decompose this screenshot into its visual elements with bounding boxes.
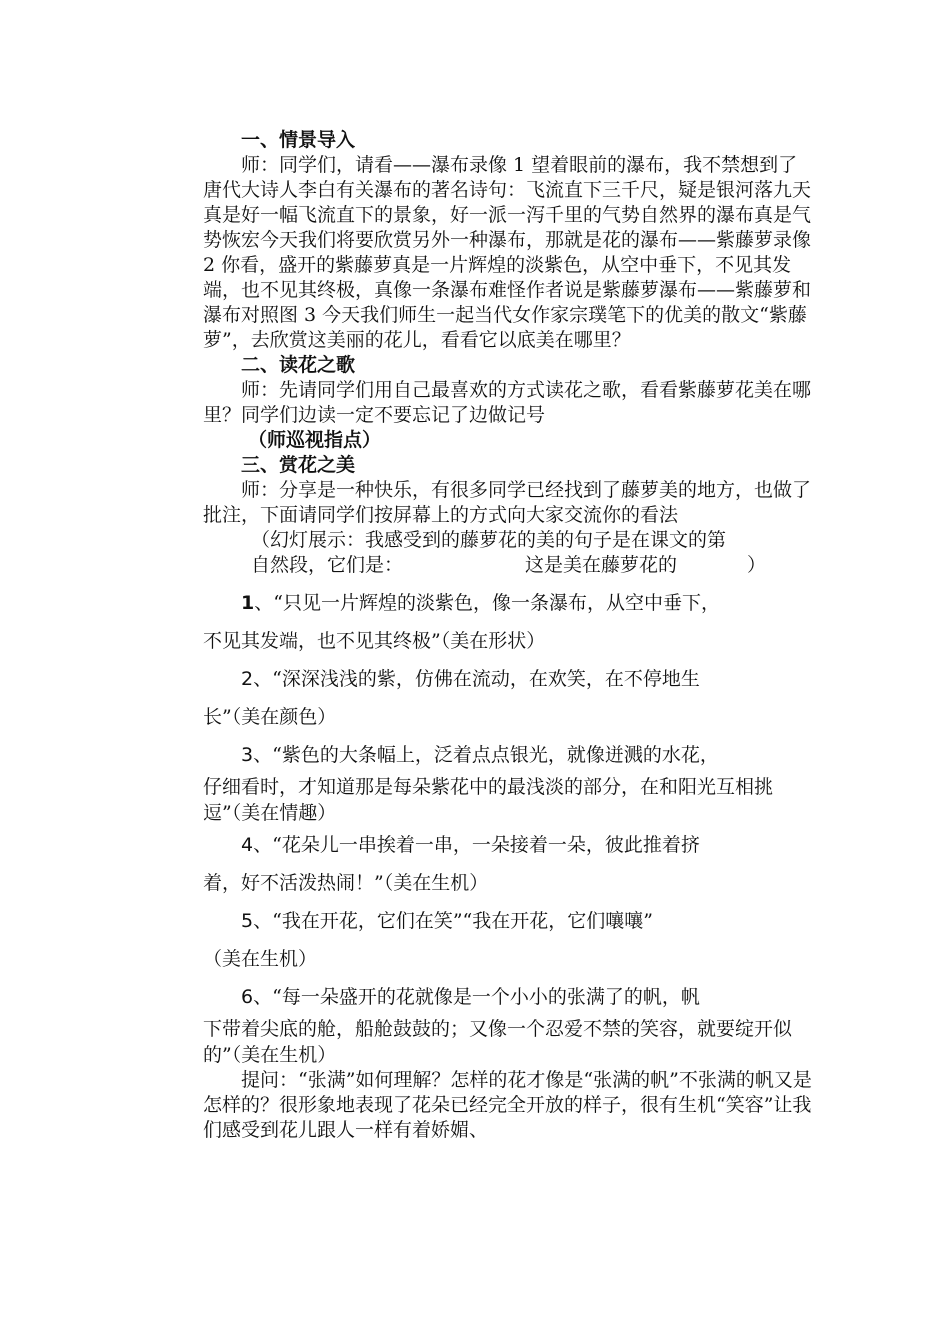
quote-rest: 不见其发端，也不见其终极”（美在形状） [203,630,546,652]
document-body [203,128,815,1143]
quote-sep: 、 [253,668,273,690]
quote-item [203,978,815,1068]
quote-sep: 、 [253,744,273,766]
quote-line-1: “花朵儿一串挨着一串，一朵接着一朵，彼此推着挤 [272,834,700,856]
quote-rest: 下带着尖底的舱，船舱鼓鼓的；又像一个忍爱不禁的笑容，就要绽开似的”（美在生机） [203,1018,793,1066]
quote-line-1: “我在开花，它们在笑”“我在开花，它们嚷嚷” [272,910,653,932]
quote-item [203,826,815,902]
slide-prompt-line-2 [203,553,815,578]
slide-prompt-line-1: （幻灯展示：我感受到的藤萝花的美的句子是在课文的第 [251,529,727,551]
quote-line-1: “深深浅浅的紫，仿佛在流动，在欢笑，在不停地生 [272,668,700,690]
teacher-note: （师巡视指点） [248,429,382,451]
slide-prompt-2a: 自然段，它们是： [251,554,404,576]
question-paragraph: 提问：“张满”如何理解？怎样的花才像是“张满的帆”不张满的帆又是怎样的？很形象地表现了花朵已经完全开放的样子，很有生机“笑容”让我们感受到花儿跟人一样有着娇媚、 [203,1069,812,1141]
quote-rest: （美在生机） [203,948,318,970]
quote-rest: 长”（美在颜色） [203,706,337,728]
quote-sep: 、 [253,986,273,1008]
quote-number: 3 [241,744,254,766]
section-heading-1: 一、情景导入 [241,129,356,151]
quote-number: 5 [241,910,254,932]
section-2-paragraph: 师：先请同学们用自己最喜欢的方式读花之歌，看看紫藤萝花美在哪里？同学们边读一定不要忘记了边做记号 [203,379,812,426]
quote-line-1: “只见一片辉煌的淡紫色，像一条瀑布，从空中垂下， [273,592,720,614]
section-heading-2: 二、读花之歌 [241,354,356,376]
section-3-paragraph: 师：分享是一种快乐，有很多同学已经找到了藤萝美的地方，也做了批注，下面请同学们按屏幕上的方式向大家交流你的看法 [203,479,812,526]
quote-sep: 、 [254,592,274,614]
quote-sep: 、 [253,910,273,932]
quote-number: 6 [241,986,254,1008]
quote-line-1: “紫色的大条幅上，泛着点点银光，就像迸溅的水花， [272,744,719,766]
quote-item [203,902,815,978]
quote-rest: 着，好不活泼热闹！”（美在生机） [203,872,489,894]
quote-line-1: “每一朵盛开的花就像是一个小小的张满了的帆，帆 [272,986,700,1008]
quote-item [203,584,815,660]
quote-rest: 仔细看时，才知道那是每朵紫花中的最浅淡的部分，在和阳光互相挑逗”（美在情趣） [203,776,774,824]
section-1-paragraph: 师：同学们，请看——瀑布录像 1 望着眼前的瀑布，我不禁想到了唐代大诗人李白有关瀑布的著名诗句：飞流直下三千尺，疑是银河落九天真是好一幅飞流直下的景象，好一派一泻千里的气势自然界的瀑布真是气势恢宏今天我们将要欣赏另外一种瀑布，那就是花的瀑布——紫藤萝录像 2 你看，盛开的紫藤萝真是一片辉煌的淡紫色，从空中垂下，不见其发端，也不见其终极，真像一条瀑布难怪作者说是紫藤萝瀑布——紫藤萝和瀑布对照图 3 今天我们师生一起当代女作家宗璞笔下的优美的散文“紫藤萝”，去欣赏这美丽的花儿，看看它以底美在哪里？ [203,154,812,351]
quote-item [203,736,815,826]
slide-prompt-2c: ） [747,554,767,576]
slide-prompt-2b: 这是美在藤萝花的 [525,554,678,576]
quote-number: 1 [241,592,255,614]
quote-item [203,660,815,736]
quote-number: 4 [241,834,254,856]
section-heading-3: 三、赏花之美 [241,454,356,476]
quote-sep: 、 [253,834,273,856]
quote-number: 2 [241,668,254,690]
